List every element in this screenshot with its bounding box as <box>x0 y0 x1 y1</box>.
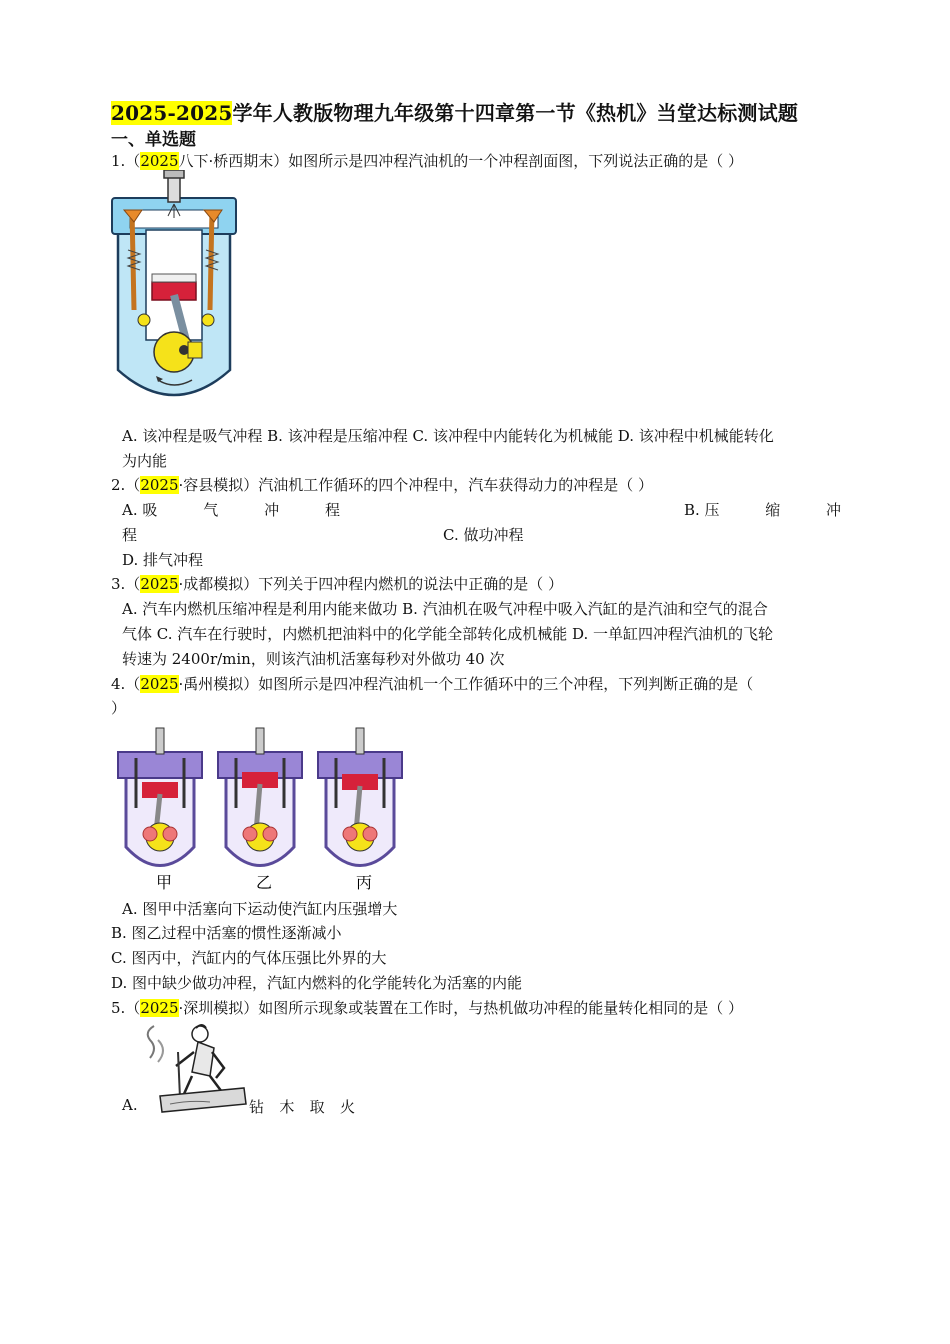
q2-option-b-part: 缩 <box>765 501 781 519</box>
q5-option-a-char: 取 <box>309 1098 325 1116</box>
figure-label-jia: 甲 <box>155 873 173 892</box>
engine-diagram-bing <box>318 728 402 866</box>
q2-num: 2.（ <box>111 476 141 494</box>
q3-text: ·成都模拟）下列关于四冲程内燃机的说法中正确的是（ ） <box>178 575 564 593</box>
q3-options-line-2: 气体 C. 汽车在行驶时，内燃机把油料中的化学能全部转化成机械能 D. 一单缸四冲程汽油机的飞轮 <box>122 625 774 643</box>
q1-num: 1.（ <box>111 152 141 170</box>
q4-option-c: C. 图丙中，汽缸内的气体压强比外界的大 <box>111 949 387 967</box>
q5-year: 2025 <box>140 999 179 1017</box>
q1-options-line-2: 为内能 <box>122 452 168 470</box>
q3-num: 3.（ <box>111 575 141 593</box>
q2-year: 2025 <box>140 476 179 494</box>
q2-option-c: C. 做功冲程 <box>443 526 524 544</box>
q4-year: 2025 <box>140 675 179 693</box>
section-heading: 一、单选题 <box>111 130 196 150</box>
q3-options-line-1: A. 汽车内燃机压缩冲程是利用内能来做功 B. 汽油机在吸气冲程中吸入汽缸的是汽油和空气的混合 <box>122 600 768 618</box>
q5-option-a-char: 钻 <box>249 1098 265 1116</box>
q2-option-d: D. 排气冲程 <box>122 551 204 569</box>
q2-option-a-part: A. 吸 <box>122 501 158 519</box>
q5-option-a-char: 火 <box>339 1098 355 1116</box>
question-3 <box>111 573 563 594</box>
q5-option-a-label: A. <box>122 1096 138 1114</box>
q4-num: 4.（ <box>111 675 141 693</box>
q2-option-a-part: 程 <box>324 501 340 519</box>
q2-option-a-part: 冲 <box>264 501 280 519</box>
engine-diagram-jia <box>118 728 202 866</box>
q5-num: 5.（ <box>111 999 141 1017</box>
q4-text: ·禹州模拟）如图所示是四冲程汽油机一个工作循环中的三个冲程，下列判断正确的是（ <box>178 675 754 693</box>
q5-text: ·深圳模拟）如图所示现象或装置在工作时，与热机做功冲程的能量转化相同的是（ ） <box>178 999 744 1017</box>
three-strokes-figure <box>112 722 412 894</box>
q5-option-a-text <box>249 1096 355 1117</box>
question-5 <box>111 997 743 1018</box>
q2-text: ·容县模拟）汽油机工作循环的四个冲程中，汽车获得动力的冲程是（ ） <box>178 476 654 494</box>
q1-text: 八下·桥西期末）如图所示是四冲程汽油机的一个冲程剖面图，下列说法正确的是（ ） <box>178 152 744 170</box>
title-year: 2025-2025 <box>111 101 233 125</box>
q4-option-b: B. 图乙过程中活塞的惯性逐渐减小 <box>111 924 342 942</box>
q2-option-a-part: 气 <box>203 501 219 519</box>
q4-option-a: A. 图甲中活塞向下运动使汽缸内压强增大 <box>122 900 398 918</box>
q4-option-d: D. 图中缺少做功冲程，汽缸内燃料的化学能转化为活塞的内能 <box>111 974 523 992</box>
engine-cross-section-figure <box>108 170 240 405</box>
q5-option-a-char: 木 <box>279 1098 295 1116</box>
question-1 <box>111 150 743 171</box>
q2-option-b-part: 冲 <box>825 501 841 519</box>
q2-option-a <box>122 499 340 520</box>
q1-year: 2025 <box>140 152 179 170</box>
q2-option-b <box>684 499 841 520</box>
q3-year: 2025 <box>140 575 179 593</box>
page-title <box>111 97 846 126</box>
question-4 <box>111 673 753 694</box>
q1-options-line-1: A. 该冲程是吸气冲程 B. 该冲程是压缩冲程 C. 该冲程中内能转化为机械能 D. 该冲程中机械能转化 <box>122 427 774 445</box>
figure-label-yi: 乙 <box>255 873 273 892</box>
title-text: 学年人教版物理九年级第十四章第一节《热机》当堂达标测试题 <box>232 101 799 125</box>
drilling-wood-figure <box>140 1018 248 1114</box>
q3-options-line-3: 转速为 2400r/min，则该汽油机活塞每秒对外做功 40 次 <box>122 650 505 668</box>
q2-option-b-part: B. 压 <box>684 501 720 519</box>
question-2 <box>111 474 653 495</box>
q4-close-paren: ） <box>111 699 127 717</box>
q2-option-b-tail: 程 <box>122 526 138 544</box>
engine-diagram-yi <box>218 728 302 866</box>
figure-label-bing: 丙 <box>355 873 373 892</box>
